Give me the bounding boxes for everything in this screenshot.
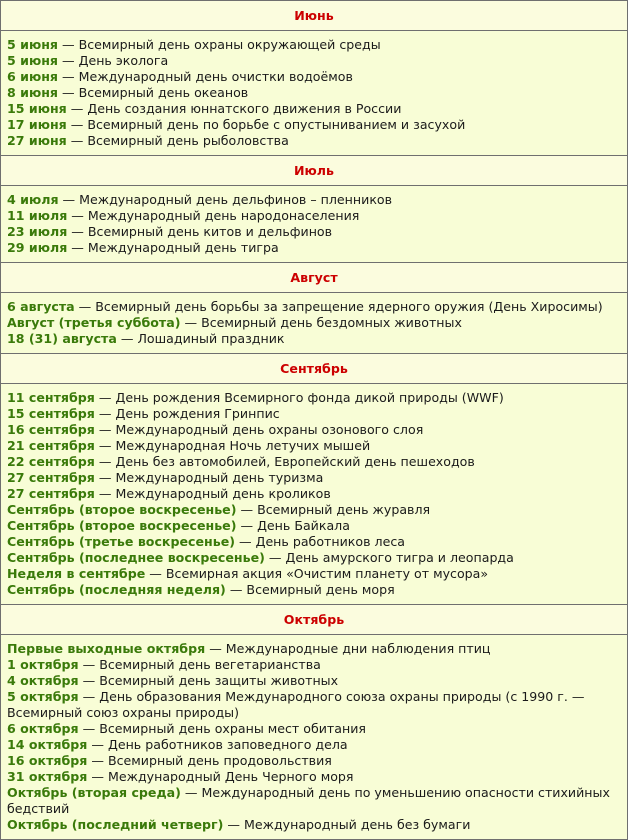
event-entry xyxy=(7,470,621,486)
event-description: — Всемирный день моря xyxy=(225,582,395,597)
event-entry xyxy=(7,817,621,833)
event-date: 27 июня xyxy=(7,133,67,148)
month-header: Сентябрь xyxy=(1,354,627,384)
event-description: — День рождения Всемирного фонда дикой природы (WWF) xyxy=(94,390,504,405)
event-description: — Всемирный день продовольствия xyxy=(87,753,332,768)
event-entry xyxy=(7,454,621,470)
event-description: — Международные дни наблюдения птиц xyxy=(205,641,491,656)
event-date: 23 июля xyxy=(7,224,68,239)
event-date: 5 июня xyxy=(7,37,59,52)
event-date: 15 сентября xyxy=(7,406,95,421)
event-date: 8 июня xyxy=(7,85,59,100)
event-entry xyxy=(7,224,621,240)
event-date: 16 сентября xyxy=(7,422,95,437)
event-date: 27 сентября xyxy=(7,470,95,485)
event-description: — День рождения Гринпис xyxy=(94,406,280,421)
event-description: — Всемирный день вегетарианства xyxy=(78,657,321,672)
month-events-list xyxy=(1,293,627,354)
event-description: — Международный день народонаселения xyxy=(67,208,360,223)
event-entry xyxy=(7,390,621,406)
event-entry xyxy=(7,550,621,566)
event-entry xyxy=(7,208,621,224)
event-description: — Международный день без бумаги xyxy=(223,817,471,832)
event-description: — Международный день по уменьшению опасности стихийных бедствий xyxy=(7,785,610,816)
event-date: 5 июня xyxy=(7,53,59,68)
event-entry xyxy=(7,53,621,69)
event-date: Октябрь (вторая среда) xyxy=(7,785,181,800)
event-description: — Всемирный день журавля xyxy=(236,502,431,517)
event-entry xyxy=(7,85,621,101)
event-description: — Всемирный день по борьбе с опустыниванием и засухой xyxy=(66,117,466,132)
event-description: — Всемирный день океанов xyxy=(58,85,249,100)
event-entry xyxy=(7,192,621,208)
event-description: — День создания юннатского движения в России xyxy=(66,101,402,116)
event-description: — Международный день дельфинов – пленников xyxy=(58,192,393,207)
event-date: 17 июня xyxy=(7,117,67,132)
event-entry xyxy=(7,438,621,454)
event-entry xyxy=(7,534,621,550)
event-description: — День образования Международного союза охраны природы (с 1990 г. — Всемирный союз охраны природы) xyxy=(7,689,585,720)
event-description: — Всемирный день охраны окружающей среды xyxy=(58,37,381,52)
event-description: — Лошадиный праздник xyxy=(116,331,285,346)
month-header: Август xyxy=(1,263,627,293)
event-entry xyxy=(7,117,621,133)
event-entry xyxy=(7,69,621,85)
event-entry xyxy=(7,721,621,737)
event-entry xyxy=(7,133,621,149)
event-date: 6 октября xyxy=(7,721,79,736)
month-events-list xyxy=(1,384,627,605)
event-date: Октябрь (последний четверг) xyxy=(7,817,224,832)
event-description: — Всемирный день охраны мест обитания xyxy=(78,721,366,736)
event-date: 11 июля xyxy=(7,208,68,223)
event-entry xyxy=(7,641,621,657)
event-entry xyxy=(7,422,621,438)
event-description: — Международный день кроликов xyxy=(94,486,331,501)
event-description: — Всемирный день защиты животных xyxy=(78,673,339,688)
event-date: 31 октября xyxy=(7,769,88,784)
event-description: — Всемирный день рыболовства xyxy=(66,133,289,148)
event-date: 6 августа xyxy=(7,299,75,314)
event-entry xyxy=(7,785,621,817)
event-date: 5 октября xyxy=(7,689,79,704)
event-entry xyxy=(7,518,621,534)
event-description: — Международный День Черного моря xyxy=(87,769,354,784)
event-description: — Международный день туризма xyxy=(94,470,324,485)
event-entry xyxy=(7,486,621,502)
event-entry xyxy=(7,502,621,518)
event-description: — Международный день очистки водоёмов xyxy=(58,69,353,84)
event-date: 29 июля xyxy=(7,240,68,255)
event-description: — День работников заповедного дела xyxy=(87,737,348,752)
event-date: 4 июля xyxy=(7,192,59,207)
event-entry xyxy=(7,737,621,753)
event-date: 15 июня xyxy=(7,101,67,116)
event-description: — Всемирный день китов и дельфинов xyxy=(67,224,333,239)
event-description: — Международная Ночь летучих мышей xyxy=(94,438,371,453)
event-date: Сентябрь (последнее воскресенье) xyxy=(7,550,265,565)
event-description: — Международный день тигра xyxy=(67,240,279,255)
event-date: 6 июня xyxy=(7,69,59,84)
event-description: — День без автомобилей, Европейский день пешеходов xyxy=(94,454,475,469)
event-entry xyxy=(7,315,621,331)
event-date: Сентябрь (второе воскресенье) xyxy=(7,502,237,517)
event-entry xyxy=(7,769,621,785)
event-date: Август (третья суббота) xyxy=(7,315,181,330)
event-entry xyxy=(7,753,621,769)
month-header: Июль xyxy=(1,156,627,186)
month-header: Октябрь xyxy=(1,605,627,635)
event-entry xyxy=(7,582,621,598)
event-description: — Всемирный день бездомных животных xyxy=(180,315,462,330)
event-entry xyxy=(7,689,621,721)
event-description: — День амурского тигра и леопарда xyxy=(264,550,514,565)
event-date: 14 октября xyxy=(7,737,88,752)
event-entry xyxy=(7,566,621,582)
event-entry xyxy=(7,673,621,689)
event-entry xyxy=(7,240,621,256)
event-entry xyxy=(7,299,621,315)
event-description: — Всемирная акция «Очистим планету от мусора» xyxy=(145,566,489,581)
event-date: Сентябрь (третье воскресенье) xyxy=(7,534,235,549)
event-entry xyxy=(7,37,621,53)
event-description: — Международный день охраны озонового слоя xyxy=(94,422,424,437)
event-description: — День эколога xyxy=(58,53,169,68)
event-date: Первые выходные октября xyxy=(7,641,206,656)
event-date: 4 октября xyxy=(7,673,79,688)
event-date: 21 сентября xyxy=(7,438,95,453)
month-events-list xyxy=(1,31,627,156)
event-entry xyxy=(7,331,621,347)
event-date: Сентябрь (второе воскресенье) xyxy=(7,518,237,533)
month-events-list xyxy=(1,186,627,263)
event-description: — Всемирный день борьбы за запрещение ядерного оружия (День Хиросимы) xyxy=(74,299,603,314)
event-date: Сентябрь (последняя неделя) xyxy=(7,582,226,597)
month-events-list xyxy=(1,635,627,840)
event-date: 18 (31) августа xyxy=(7,331,117,346)
event-description: — День Байкала xyxy=(236,518,350,533)
event-date: 16 октября xyxy=(7,753,88,768)
month-header: Июнь xyxy=(1,1,627,31)
event-entry xyxy=(7,101,621,117)
event-entry xyxy=(7,406,621,422)
event-date: 27 сентября xyxy=(7,486,95,501)
event-description: — День работников леса xyxy=(235,534,405,549)
event-date: 1 октября xyxy=(7,657,79,672)
event-date: 11 сентября xyxy=(7,390,95,405)
event-date: 22 сентября xyxy=(7,454,95,469)
event-entry xyxy=(7,657,621,673)
event-date: Неделя в сентябре xyxy=(7,566,146,581)
